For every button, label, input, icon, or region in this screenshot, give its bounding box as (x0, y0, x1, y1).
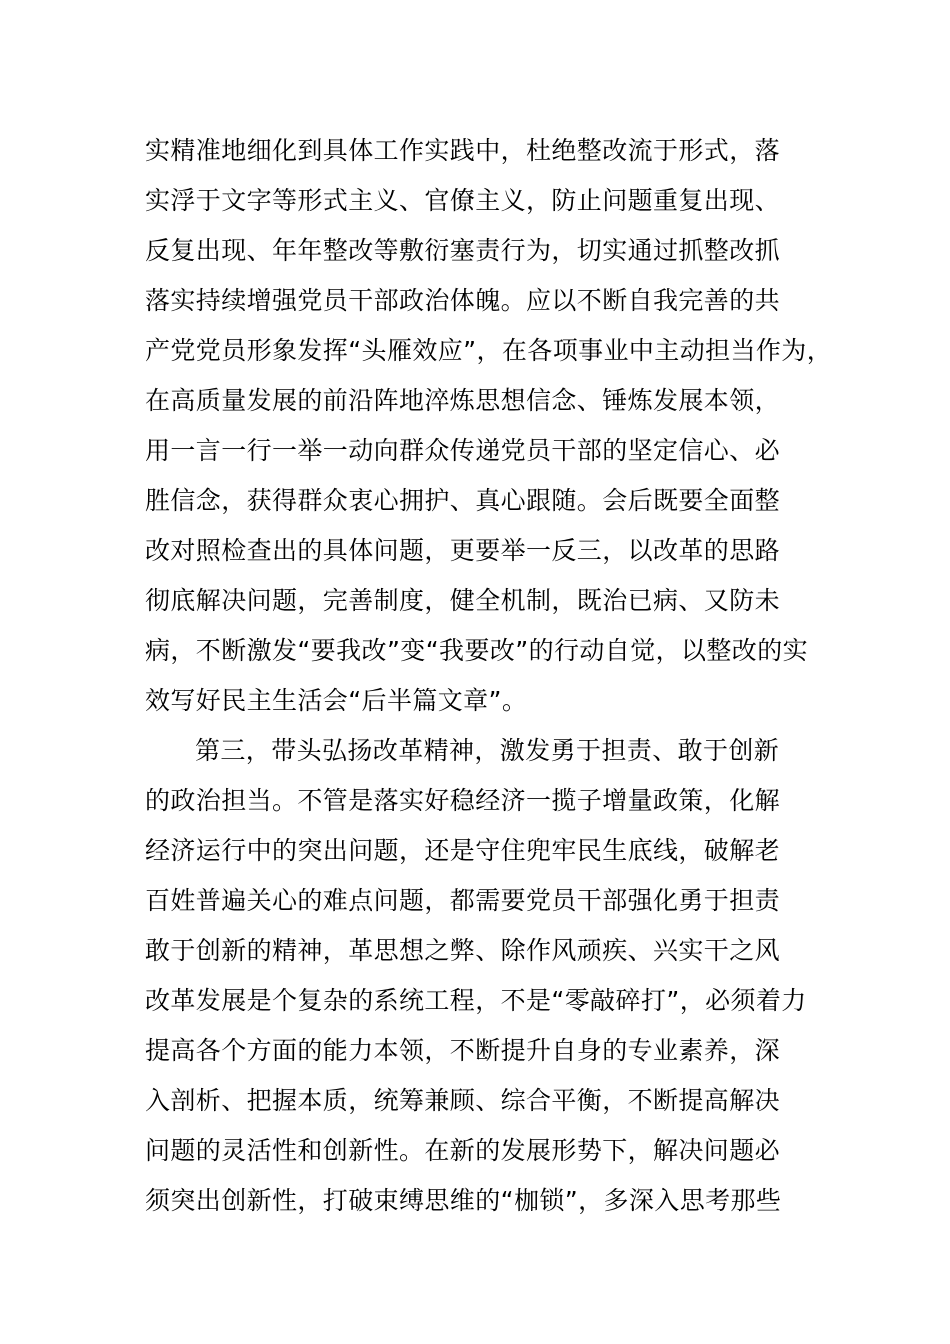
text-line: 的政治担当。不管是落实好稳经济一揽子增量政策，化解 (145, 786, 781, 815)
text-line: 反复出现、年年整改等敷衍塞责行为，切实通过抓整改抓 (145, 236, 781, 265)
text-line: 病，不断激发“要我改”变“我要改”的行动自觉，以整改的实 (145, 636, 809, 665)
text-line: 实精准地细化到具体工作实践中，杜绝整改流于形式，落 (145, 136, 781, 165)
text-line: 须突出创新性，打破束缚思维的“枷锁”，多深入思考那些 (145, 1186, 782, 1215)
text-line: 用一言一行一举一动向群众传递党员干部的坚定信心、必 (145, 436, 781, 465)
text-line: 在高质量发展的前沿阵地淬炼思想信念、锤炼发展本领， (145, 386, 781, 415)
text-line: 提高各个方面的能力本领，不断提升自身的专业素养，深 (145, 1036, 781, 1065)
text-line: 效写好民主生活会“后半篇文章”。 (145, 686, 528, 715)
text-line: 改对照检查出的具体问题，更要举一反三，以改革的思路 (145, 536, 781, 565)
text-line: 敢于创新的精神，革思想之弊、除作风顽疾、兴实干之风 (145, 936, 781, 965)
text-line: 百姓普遍关心的难点问题，都需要党员干部强化勇于担责 (145, 886, 781, 915)
text-line: 问题的灵活性和创新性。在新的发展形势下，解决问题必 (145, 1136, 781, 1165)
text-line: 产党党员形象发挥“头雁效应”，在各项事业中主动担当作为， (145, 336, 833, 365)
text-line: 经济运行中的突出问题，还是守住兜牢民生底线，破解老 (145, 836, 781, 865)
text-line: 入剖析、把握本质，统筹兼顾、综合平衡，不断提高解决 (145, 1086, 781, 1115)
text-line: 落实持续增强党员干部政治体魄。应以不断自我完善的共 (145, 286, 781, 315)
paragraph-first-line: 第三，带头弘扬改革精神，激发勇于担责、敢于创新 (195, 736, 780, 765)
text-line: 彻底解决问题，完善制度，健全机制，既治已病、又防未 (145, 586, 781, 615)
text-line: 胜信念，获得群众衷心拥护、真心跟随。会后既要全面整 (145, 486, 781, 515)
text-line: 实浮于文字等形式主义、官僚主义，防止问题重复出现、 (145, 186, 781, 215)
text-line: 改革发展是个复杂的系统工程，不是“零敲碎打”，必须着力 (145, 986, 807, 1015)
